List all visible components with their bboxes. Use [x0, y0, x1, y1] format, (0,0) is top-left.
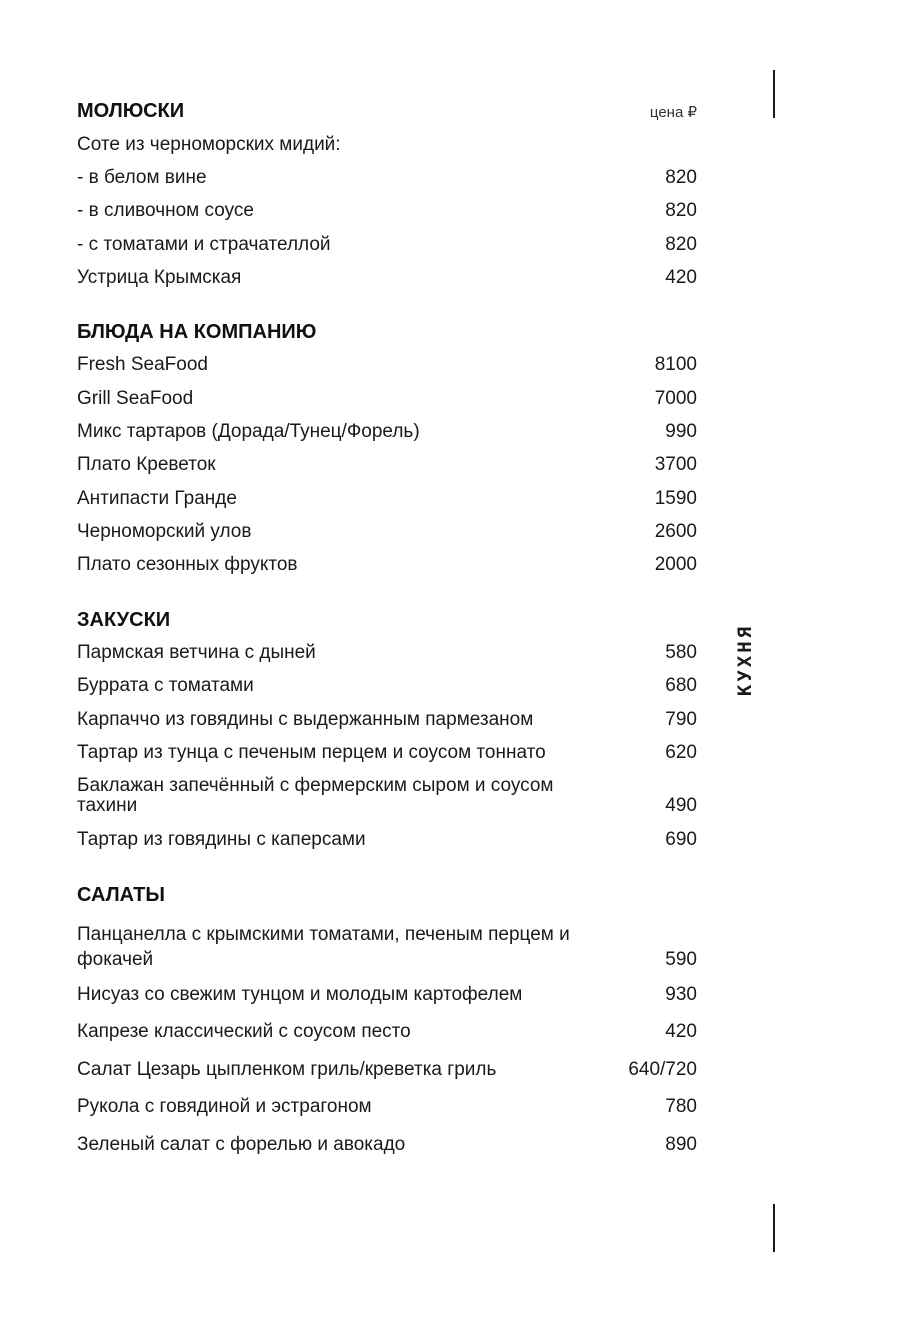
menu-item [77, 710, 697, 730]
menu-item [77, 135, 697, 155]
item-price: 620 [665, 742, 697, 763]
item-price: 580 [665, 642, 697, 663]
item-price: 590 [665, 949, 697, 970]
menu-item [77, 235, 697, 255]
item-name: Баклажан запечённый с фермерским сыром и соусом тахини [77, 775, 554, 816]
item-name: Устрица Крымская [77, 267, 242, 288]
item-price: 640/720 [628, 1059, 697, 1080]
menu-item [77, 1022, 697, 1042]
menu-item [77, 1060, 697, 1080]
crop-mark-bottom [773, 1204, 775, 1252]
item-price: 820 [665, 167, 697, 188]
item-name: Микс тартаров (Дорада/Тунец/Форель) [77, 421, 420, 442]
item-price: 680 [665, 675, 697, 696]
price-column-header: цена ₽ [649, 104, 697, 121]
item-name: Буррата с томатами [77, 675, 254, 696]
side-label: КУХНЯ [734, 623, 756, 697]
section-title: БЛЮДА НА КОМПАНИЮ [77, 321, 317, 343]
menu-item [77, 455, 697, 475]
item-name: Рукола с говядиной и эстрагоном [77, 1096, 372, 1117]
item-price: 890 [665, 1134, 697, 1155]
section-title: ЗАКУСКИ [77, 609, 171, 631]
item-name: Пармская ветчина с дыней [77, 642, 316, 663]
menu-item [77, 1097, 697, 1117]
crop-mark-top [773, 70, 775, 118]
menu-item [77, 922, 697, 972]
menu-item [77, 489, 697, 509]
menu-item [77, 355, 697, 375]
menu-item [77, 555, 697, 575]
item-price: 3700 [654, 454, 697, 475]
item-name: Grill SeaFood [77, 388, 194, 409]
item-price: 490 [665, 795, 697, 816]
item-price: 820 [665, 234, 697, 255]
item-name: Карпаччо из говядины с выдержанным пармезаном [77, 709, 534, 730]
item-name: Антипасти Гранде [77, 488, 237, 509]
menu-item [77, 522, 697, 542]
item-name: Соте из черноморских мидий: [77, 134, 341, 155]
menu-item [77, 422, 697, 442]
item-name: Зеленый салат с форелью и авокадо [77, 1134, 406, 1155]
item-price: 780 [665, 1096, 697, 1117]
item-price: 1590 [654, 488, 697, 509]
menu-item [77, 985, 697, 1005]
item-price: 2000 [654, 554, 697, 575]
menu-item [77, 830, 697, 850]
menu-item [77, 268, 697, 288]
item-price: 930 [665, 984, 697, 1005]
item-name: Плато Креветок [77, 454, 216, 475]
menu-item [77, 389, 697, 409]
menu-item [77, 676, 697, 696]
menu-item [77, 743, 697, 763]
section-title: МОЛЮСКИ [77, 100, 185, 122]
menu-item [77, 168, 697, 188]
item-name: Черноморский улов [77, 521, 252, 542]
item-name: Салат Цезарь цыпленком гриль/креветка гриль [77, 1059, 497, 1080]
item-price: 990 [665, 421, 697, 442]
item-name: Fresh SeaFood [77, 354, 208, 375]
item-price: 790 [665, 709, 697, 730]
item-name: Панцанелла с крымскими томатами, печеным перцем и фокачей [77, 924, 570, 970]
item-price: 7000 [654, 388, 697, 409]
menu-item [77, 776, 697, 816]
item-name: - в белом вине [77, 167, 207, 188]
item-name: - с томатами и страчателлой [77, 234, 331, 255]
item-name: Плато сезонных фруктов [77, 554, 298, 575]
menu-item [77, 643, 697, 663]
item-price: 820 [665, 200, 697, 221]
item-name: Тартар из говядины с каперсами [77, 829, 366, 850]
item-price: 420 [665, 1021, 697, 1042]
menu-item [77, 1135, 697, 1155]
section-title: САЛАТЫ [77, 884, 165, 906]
item-price: 690 [665, 829, 697, 850]
item-price: 8100 [654, 354, 697, 375]
item-price: 2600 [654, 521, 697, 542]
item-name: Капрезе классический с соусом песто [77, 1021, 411, 1042]
item-name: Нисуаз со свежим тунцом и молодым картофелем [77, 984, 523, 1005]
menu-item [77, 201, 697, 221]
item-price: 420 [665, 267, 697, 288]
item-name: - в сливочном соусе [77, 200, 254, 221]
item-name: Тартар из тунца с печеным перцем и соусом тоннато [77, 742, 546, 763]
